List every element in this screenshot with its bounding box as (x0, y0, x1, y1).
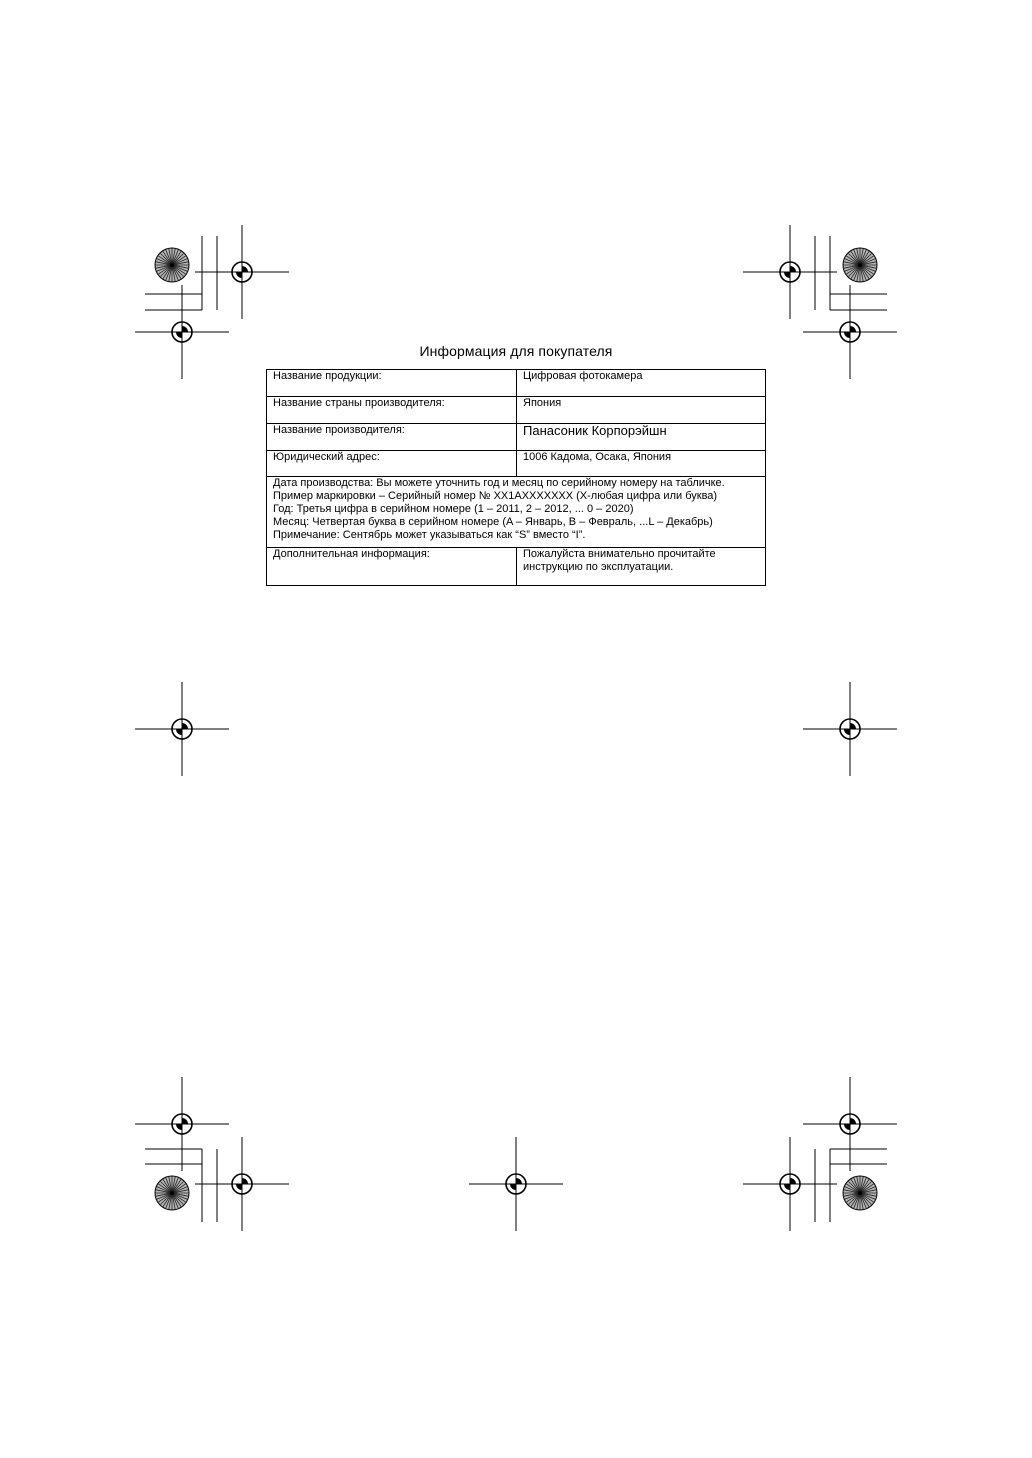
address-value: 1006 Кадома, Осака, Япония (517, 451, 766, 477)
buyer-info-table (266, 369, 766, 586)
month-rule: Месяц: Четвертая буква в серийном номере (A – Январь, B – Февраль, ...L – Декабрь) (273, 516, 713, 528)
country-label: Название страны производителя: (267, 397, 517, 424)
production-date-cell (267, 477, 766, 548)
country-value: Япония (517, 397, 766, 424)
september-note: Примечание: Сентябрь может указываться как “S” вместо “I”. (273, 529, 586, 541)
table-row-country (267, 397, 766, 424)
page-title: Информация для покупателя (419, 343, 613, 359)
additional-label: Дополнительная информация: (267, 548, 517, 586)
serial-example: Пример маркировки – Серийный номер № XX1AXXXXXXX (X-любая цифра или буква) (273, 490, 718, 502)
table-row-address (267, 451, 766, 477)
table-row-additional (267, 548, 766, 586)
product-value: Цифровая фотокамера (517, 370, 766, 397)
year-rule: Год: Третья цифра в серийном номере (1 – 2011, 2 – 2012, ... 0 – 2020) (273, 503, 634, 515)
product-label: Название продукции: (267, 370, 517, 397)
address-label: Юридический адрес: (267, 451, 517, 477)
table-row-product (267, 370, 766, 397)
table-row-manufacturer (267, 424, 766, 451)
production-date-intro: Дата производства: Вы можете уточнить год и месяц по серийному номеру на табличке. (273, 477, 725, 489)
additional-value: Пожалуйста внимательно прочитайте инструкцию по эксплуатации. (517, 548, 766, 586)
manufacturer-label: Название производителя: (267, 424, 517, 451)
table-row-production-date (267, 477, 766, 548)
manufacturer-value: Панасоник Корпорэйшн (517, 424, 766, 451)
